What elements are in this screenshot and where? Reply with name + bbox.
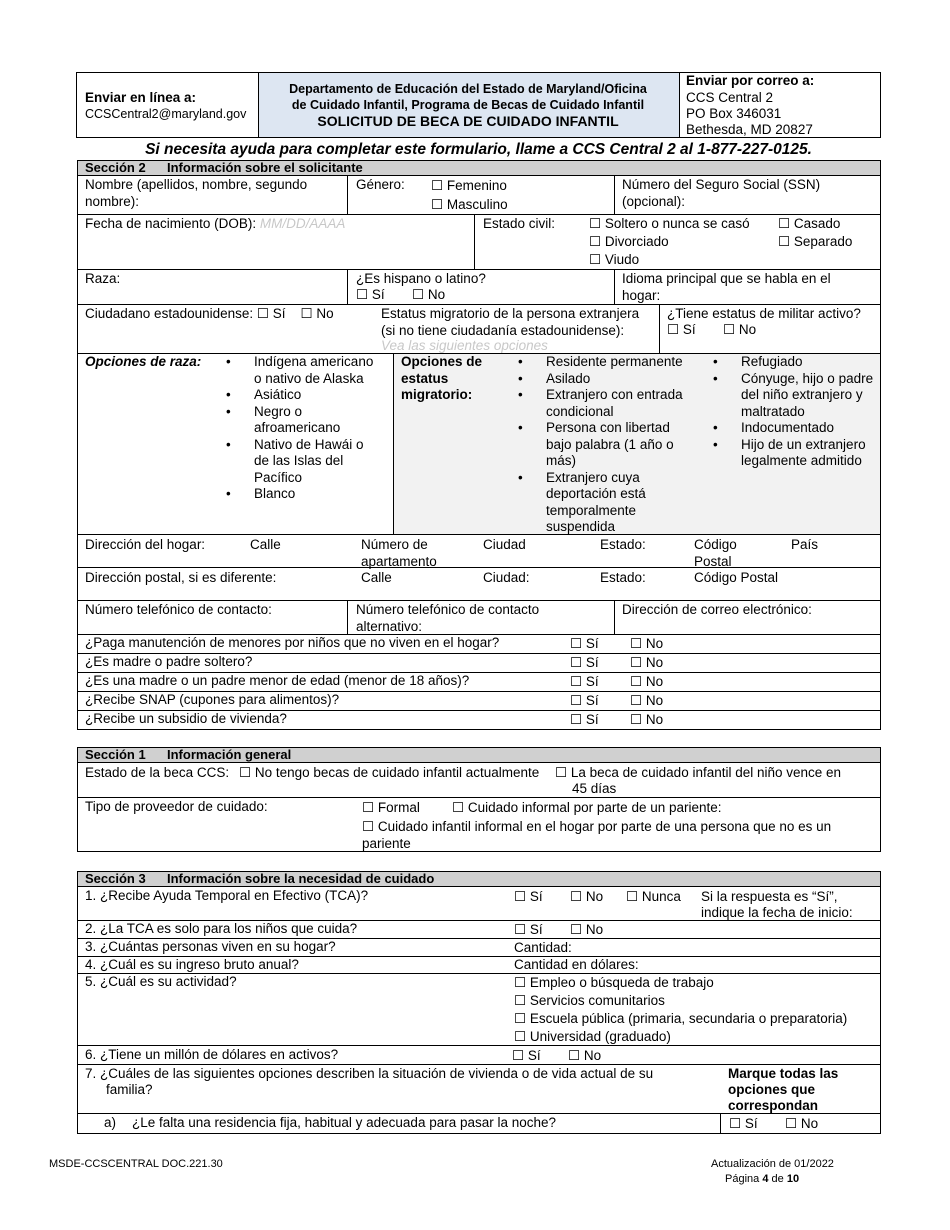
single-parent-no-checkbox[interactable]: ☐ No (630, 655, 664, 670)
mail-label: Enviar por correo a: (686, 73, 815, 88)
q5-employment-checkbox[interactable]: ☐ Empleo o búsqueda de trabajo (514, 975, 714, 990)
immigration-option: • Asilado (518, 371, 698, 388)
immigration-options-label: Opciones de estatus migratorio: (401, 354, 483, 402)
q7a-letter: a) (104, 1115, 117, 1130)
q7-housing-line-1: 7. ¿Cuáles de las siguientes opciones describen la situación de vivienda o de vida actual de su (85, 1066, 654, 1081)
dept-line-1: Departamento de Educación del Estado de Maryland/Oficina (289, 82, 647, 96)
section-3-number: Sección 3 (85, 871, 146, 886)
single-parent-yes-checkbox[interactable]: ☐ Sí (570, 655, 599, 670)
help-line: Si necesita ayuda para completar este formulario, llame a CCS Central 2 al 1-877-227-0125. (145, 141, 812, 158)
dob-input[interactable]: MM/DD/AAAA (259, 216, 346, 231)
footer-doc-code: MSDE-CCSCENTRAL DOC.221.30 (49, 1158, 223, 1170)
page-total: 10 (786, 1173, 800, 1185)
q7-mark-all-line-1: Marque todas las (728, 1066, 839, 1081)
immigration-option: • Residente permanente (518, 354, 698, 371)
street-label: Calle (250, 537, 281, 552)
race-option: • Negro o afroamericano (226, 404, 376, 437)
mail-state-label: Estado: (600, 570, 646, 585)
mail-line-3: Bethesda, MD 20827 (686, 122, 813, 137)
military-yes-checkbox[interactable]: ☐ Sí (667, 322, 696, 337)
immigration-option: • Persona con libertad bajo palabra (1 año o más) (518, 420, 698, 470)
gender-female-checkbox[interactable]: ☐ Femenino (431, 178, 507, 193)
q5-public-school-checkbox[interactable]: ☐ Escuela pública (primaria, secundaria o preparatoria) (514, 1011, 848, 1026)
mail-zip-label: Código Postal (694, 570, 779, 585)
home-address-label: Dirección del hogar: (85, 537, 206, 552)
marital-label: Estado civil: (483, 216, 556, 231)
provider-relative-checkbox[interactable]: ☐ Cuidado informal por parte de un pariente: (452, 800, 722, 815)
housing-no-checkbox[interactable]: ☐ No (630, 712, 664, 727)
marital-divorced-checkbox[interactable]: ☐ Divorciado (589, 234, 669, 249)
dept-line-2: de Cuidado Infantil, Programa de Becas de Cuidado Infantil (291, 98, 645, 112)
q5-community-service-checkbox[interactable]: ☐ Servicios comunitarios (514, 993, 665, 1008)
housing-yes-checkbox[interactable]: ☐ Sí (570, 712, 599, 727)
question-housing: ¿Recibe un subsidio de vivienda? (85, 711, 287, 726)
hispanic-no-checkbox[interactable]: ☐ No (412, 287, 446, 302)
gender-label: Género: (356, 177, 405, 192)
mail-line-2: PO Box 346031 (686, 106, 782, 121)
immigration-options-list-a (518, 354, 698, 536)
apartment-label: Número de apartamento (361, 537, 437, 569)
alt-phone-label: Número telefónico de contacto alternativo: (356, 602, 540, 634)
scholarship-status-label: Estado de la beca CCS: (85, 765, 230, 780)
q4-income: 4. ¿Cuál es su ingreso bruto anual? (85, 957, 299, 972)
status-expiring-checkbox[interactable]: ☐ La beca de cuidado infantil del niño vence en (555, 765, 842, 780)
mail-street-label: Calle (361, 570, 392, 585)
marital-separated-checkbox[interactable]: ☐ Separado (778, 234, 853, 249)
question-snap: ¿Recibe SNAP (cupones para alimentos)? (85, 692, 340, 707)
city-label: Ciudad (483, 537, 526, 552)
q5-university-checkbox[interactable]: ☐ Universidad (graduado) (514, 1029, 671, 1044)
page-of: de (771, 1173, 784, 1185)
minor-parent-no-checkbox[interactable]: ☐ No (630, 674, 664, 689)
section-1-title: Información general (167, 747, 292, 762)
provider-home-checkbox[interactable]: ☐ Cuidado infantil informal en el hogar por parte de una persona que no es un (362, 819, 832, 834)
section-3-title: Información sobre la necesidad de cuidado (167, 871, 435, 886)
race-option: • Nativo de Hawái o de las Islas del Pacífico (226, 437, 376, 487)
race-option: • Indígena americano o nativo de Alaska (226, 354, 376, 387)
question-single-parent: ¿Es madre o padre soltero? (85, 654, 253, 669)
zip-label: Código Postal (694, 537, 737, 569)
hispanic-yes-checkbox[interactable]: ☐ Sí (356, 287, 385, 302)
q3-household-size: 3. ¿Cuántas personas viven en su hogar? (85, 939, 336, 954)
provider-formal-checkbox[interactable]: ☐ Formal (362, 800, 420, 815)
immigration-input[interactable]: Vea las siguientes opciones (381, 338, 548, 353)
q6-no-checkbox[interactable]: ☐ No (568, 1048, 602, 1063)
dob-label-text: Fecha de nacimiento (DOB): (85, 216, 257, 231)
child-support-no-checkbox[interactable]: ☐ No (630, 636, 664, 651)
phone-label: Número telefónico de contacto: (85, 602, 272, 617)
page-number: 4 (762, 1173, 769, 1185)
email-label: Dirección de correo electrónico: (622, 602, 812, 617)
status-no-scholarship-checkbox[interactable]: ☐ No tengo becas de cuidado infantil actualmente (239, 765, 540, 780)
hispanic-label: ¿Es hispano o latino? (356, 271, 486, 286)
mail-city-label: Ciudad: (483, 570, 530, 585)
section-2-number: Sección 2 (85, 160, 146, 175)
q7-mark-all-line-2: opciones que (728, 1082, 816, 1097)
q2-tca-children: 2. ¿La TCA es solo para los niños que cuida? (85, 921, 358, 936)
q7-mark-all-line-3: correspondan (728, 1098, 819, 1113)
section-1-header (77, 747, 881, 763)
dob-label (85, 216, 345, 233)
child-support-yes-checkbox[interactable]: ☐ Sí (570, 636, 599, 651)
mail-line-1: CCS Central 2 (686, 90, 774, 105)
section-3-header (77, 871, 881, 887)
marital-single-checkbox[interactable]: ☐ Soltero o nunca se casó (589, 216, 750, 231)
online-email[interactable]: CCSCentral2@maryland.gov (85, 107, 247, 121)
immigration-option: • Indocumentado (713, 420, 878, 437)
immigration-options-list-b (713, 354, 878, 470)
section-2-title: Información sobre el solicitante (167, 160, 363, 175)
q7a-no-checkbox[interactable]: ☐ No (785, 1116, 819, 1131)
marital-widowed-checkbox[interactable]: ☐ Viudo (589, 252, 640, 267)
q2-yes-checkbox[interactable]: ☐ Sí (514, 922, 543, 937)
language-label: Idioma principal que se habla en el hogar: (622, 271, 831, 303)
q5-activity: 5. ¿Cuál es su actividad? (85, 974, 237, 989)
q1-never-checkbox[interactable]: ☐ Nunca (626, 889, 681, 904)
race-option: • Asiático (226, 387, 376, 404)
section-1-number: Sección 1 (85, 747, 146, 762)
race-options-list (226, 354, 376, 503)
section-2-header (77, 160, 881, 176)
provider-type-label: Tipo de proveedor de cuidado: (85, 799, 268, 814)
online-label: Enviar en línea a: (85, 90, 197, 105)
immigration-label: Estatus migratorio de la persona extranjera (si no tiene ciudadanía estadounidense): (381, 306, 640, 338)
snap-no-checkbox[interactable]: ☐ No (630, 693, 664, 708)
gender-male-checkbox[interactable]: ☐ Masculino (431, 197, 508, 212)
immigration-option: • Refugiado (713, 354, 878, 371)
form-title: SOLICITUD DE BECA DE CUIDADO INFANTIL (317, 113, 619, 129)
immigration-option: • Cónyuge, hijo o padre del niño extranjero y maltratado (713, 371, 878, 421)
race-option: • Blanco (226, 486, 376, 503)
q3-amount-label: Cantidad: (514, 940, 572, 955)
minor-parent-yes-checkbox[interactable]: ☐ Sí (570, 674, 599, 689)
immigration-option: • Hijo de un extranjero legalmente admitido (713, 437, 878, 470)
q1-yes-checkbox[interactable]: ☐ Sí (514, 889, 543, 904)
state-label: Estado: (600, 537, 646, 552)
name-label: Nombre (apellidos, nombre, segundo nombre): (85, 177, 308, 209)
question-child-support: ¿Paga manutención de menores por niños que no viven en el hogar? (85, 635, 500, 650)
provider-home-line-2: pariente (362, 836, 411, 851)
country-label: País (791, 537, 819, 552)
q1-note-line-1: Si la respuesta es “Sí”, (701, 889, 838, 904)
military-label: ¿Tiene estatus de militar activo? (667, 306, 861, 321)
status-expiring-days: 45 días (572, 781, 617, 796)
citizen-label[interactable]: Ciudadano estadounidense: ☐ Sí ☐ No (85, 306, 334, 321)
immigration-option: • Extranjero cuya deportación está temporalmente suspendida (518, 470, 698, 536)
mail-address-label: Dirección postal, si es diferente: (85, 570, 277, 585)
footer-page (725, 1173, 799, 1185)
q7-housing-line-2: familia? (106, 1082, 153, 1097)
q1-tca: 1. ¿Recibe Ayuda Temporal en Efectivo (TCA)? (85, 888, 369, 903)
q6-yes-checkbox[interactable]: ☐ Sí (512, 1048, 541, 1063)
marital-married-checkbox[interactable]: ☐ Casado (778, 216, 841, 231)
race-options-label: Opciones de raza: (85, 354, 202, 369)
immigration-option: • Extranjero con entrada condicional (518, 387, 698, 420)
q1-note-line-2: indique la fecha de inicio: (701, 905, 853, 920)
q4-amount-label: Cantidad en dólares: (514, 957, 639, 972)
military-no-checkbox[interactable]: ☐ No (723, 322, 757, 337)
q2-no-checkbox[interactable]: ☐ No (570, 922, 604, 937)
page-prefix: Página (725, 1173, 760, 1185)
race-label: Raza: (85, 271, 121, 286)
q7a-yes-checkbox[interactable]: ☐ Sí (729, 1116, 758, 1131)
footer-updated: Actualización de 01/2022 (711, 1158, 834, 1170)
snap-yes-checkbox[interactable]: ☐ Sí (570, 693, 599, 708)
ssn-label: Número del Seguro Social (SSN) (opcional): (622, 177, 821, 209)
question-minor-parent: ¿Es una madre o un padre menor de edad (menor de 18 años)? (85, 673, 470, 688)
q6-assets: 6. ¿Tiene un millón de dólares en activos? (85, 1047, 339, 1062)
q1-no-checkbox[interactable]: ☐ No (570, 889, 604, 904)
q7a-question: ¿Le falta una residencia fija, habitual y adecuada para pasar la noche? (132, 1115, 557, 1130)
